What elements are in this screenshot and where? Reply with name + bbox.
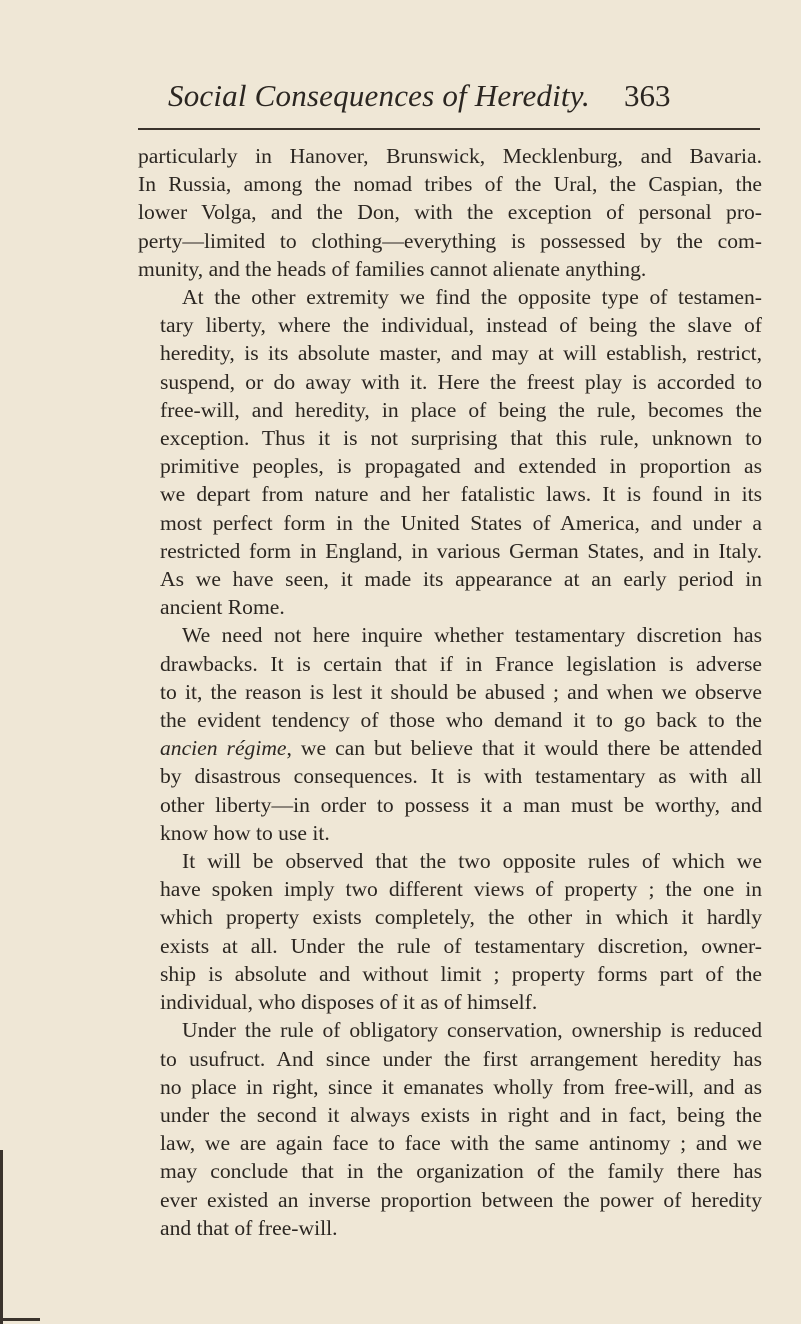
running-title: Social Consequences of Heredity.: [168, 78, 590, 113]
text-line: individual, who disposes of it as of himself.: [160, 990, 538, 1015]
text-line: Under the rule of obligatory conservation, ownership is reduced: [182, 1018, 762, 1043]
text-line: under the second it always exists in right and in fact, being the: [160, 1102, 762, 1127]
header-rule: [138, 128, 760, 130]
text-line: by disastrous consequences. It is with testamentary as with all: [160, 764, 762, 789]
page-edge-shadow: [0, 1150, 3, 1324]
text-line: free-will, and heredity, in place of being the rule, becomes the: [160, 397, 762, 422]
paragraph: [138, 1016, 762, 1242]
paragraph: [138, 847, 762, 1016]
text-line: exists at all. Under the rule of testamentary discretion, owner-: [160, 933, 762, 958]
text-line: other liberty—in order to possess it a man must be worthy, and: [160, 792, 762, 817]
text-line: exception. Thus it is not surprising that this rule, unknown to: [160, 426, 762, 451]
text-line: we depart from nature and her fatalistic laws. It is found in its: [160, 482, 762, 507]
paragraph: [138, 621, 762, 847]
text-line: perty—limited to clothing—everything is possessed by the com-: [138, 228, 762, 253]
page-number: 363: [624, 78, 671, 113]
text-line: We need not here inquire whether testamentary discretion has: [182, 623, 762, 648]
text-line: lower Volga, and the Don, with the exception of personal pro-: [138, 200, 762, 225]
text-line: suspend, or do away with it. Here the freest play is accorded to: [160, 369, 762, 394]
text-line: restricted form in England, in various German States, and in Italy.: [160, 538, 762, 563]
text-line: tary liberty, where the individual, instead of being the slave of: [160, 313, 762, 338]
text-line: particularly in Hanover, Brunswick, Mecklenburg, and Bavaria.: [138, 144, 762, 168]
text-line: most perfect form in the United States of America, and under a: [160, 510, 762, 535]
body-text: [138, 142, 762, 1242]
text-line: no place in right, since it emanates wholly from free-will, and as: [160, 1074, 762, 1099]
text-line: ever existed an inverse proportion between the power of heredity: [160, 1187, 762, 1212]
text-line: which property exists completely, the other in which it hardly: [160, 905, 762, 930]
text-line: may conclude that in the organization of the family there has: [160, 1159, 762, 1184]
text-line: In Russia, among the nomad tribes of the Ural, the Caspian, the: [138, 172, 762, 197]
text-line: and that of free-will.: [160, 1215, 338, 1240]
text-line: the evident tendency of those who demand it to go back to the: [160, 708, 762, 733]
page-edge-foot: [0, 1318, 40, 1321]
text-line: primitive peoples, is propagated and extended in proportion as: [160, 454, 762, 479]
text-line: As we have seen, it made its appearance at an early period in: [160, 567, 762, 592]
text-line: ship is absolute and without limit ; property forms part of the: [160, 961, 762, 986]
text-line: law, we are again face to face with the same antinomy ; and we: [160, 1131, 762, 1156]
text-line: to usufruct. And since under the first arrangement heredity has: [160, 1046, 762, 1071]
text-line: ancient Rome.: [160, 595, 285, 620]
paragraph: [138, 283, 762, 621]
text-line: drawbacks. It is certain that if in France legislation is adverse: [160, 651, 762, 676]
text-line: ancien régime, we can but believe that it would there be attended: [160, 736, 763, 761]
paragraph: [138, 142, 762, 283]
text-line: It will be observed that the two opposite rules of which we: [182, 849, 762, 874]
text-line: know how to use it.: [160, 820, 330, 845]
text-line: At the other extremity we find the opposite type of testamen-: [182, 285, 762, 310]
text-line: munity, and the heads of families cannot alienate anything.: [138, 256, 647, 281]
text-line: to it, the reason is lest it should be abused ; and when we observe: [160, 679, 762, 704]
text-line: heredity, is its absolute master, and may at will establish, restrict,: [160, 341, 762, 366]
text-line: have spoken imply two different views of property ; the one in: [160, 877, 762, 902]
